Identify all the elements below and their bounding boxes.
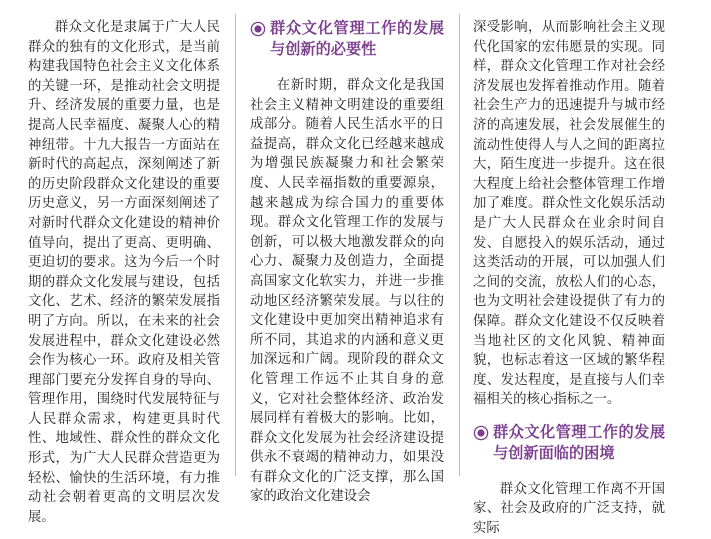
section-heading-text: 群众文化管理工作的发展与创新面临的困境 [493,422,665,462]
body-paragraph: 深受影响，从而影响社会主义现代化国家的宏伟愿景的实现。同样，群众文化管理工作对社会经济发展也发挥着推动作用。随着社会生产力的迅速提升与城市经济的高速发展，社会发展催生的流动性使得人与人之间的距离拉大，陌生度进一步提升。这在很大程度上给社会整体管理工作增加了难度。群众性文化娱乐活动是广大人民群众在业余时间自发、自愿投入的娱乐活动，通过这类活动的开展，可以加强人们之间的交流，放松人们的心态，也为文明社会建设提供了有力的保障。群众文化建设不仅反映着当地社区的文化风貌、精神面貌，也标志着这一区域的繁华程度、发达程度，是直接与人们幸福相关的核心指标之一。 [473,20,665,408]
ringed-dot-icon [250,21,266,37]
body-paragraph: 在新时期，群众文化是我国社会主义精神文明建设的重要组成部分。随着人民生活水平的日益提高，群众文化已经越来越成为增强民族凝聚力和社会繁荣度、人民幸福指数的重要源泉，越来越成为综合国力的重要体现。群众文化管理工作的发展与创新，可以极大地激发群众的向心力、凝聚力及创造力，全面提高国家文化软实力，并进一步推动地区经济繁荣发展。与以往的文化建设中更加突出精神追求有所不同，其追求的内涵和意义更加深远和广阔。现阶段的群众文化管理工作远不止其自身的意义，它对社会整体经济、政治发展同样有着极大的影响。比如，群众文化发展为社会经济建设提供永不衰竭的精神动力，如果没有群众文化的广泛支撑，那么国家的政治文化建设会 [250,78,444,505]
section-heading [250,18,444,60]
body-paragraph: 群众文化管理工作离不开国家、社会及政府的广泛支持，就实际 [473,481,665,537]
text-column-2 [250,18,444,507]
body-paragraph: 群众文化是隶属于广大人民群众的独有的文化形式，是当前构建我国特色社会主义文化体系的关键一环，是推动社会文明提升、经济发展的重要力量，也是提高人民幸福度、凝聚人心的精神纽带。十九大报告一方面站在新时代的高起点，深刻阐述了新的历史阶段群众文化建设的重要历史意义，另一方面深刻阐述了对新时代群众文化建设的精神价值导向，提出了更高、更明确、更迫切的要求。这为今后一个时期的群众文化发展与建设，包括文化、艺术、经济的繁荣发展指明了方向。所以，在未来的社会发展进程中，群众文化建设必然会作为核心一环。政府及相关管理部门要充分发挥自身的导向、管理作用，围绕时代发展特征与人民群众需求，构建更具时代性、地域性、群众性的群众文化形式，为广大人民群众营造更为轻松、愉快的生活环境，有力推动社会朝着更高的文明层次发展。 [28,20,220,525]
section-heading-text: 群众文化管理工作的发展与创新的必要性 [270,19,444,58]
section-heading [473,422,665,464]
text-column-1 [28,18,220,527]
column-divider [235,14,236,476]
column-divider [459,14,460,476]
ringed-dot-icon [473,425,489,441]
text-column-3 [473,18,665,539]
